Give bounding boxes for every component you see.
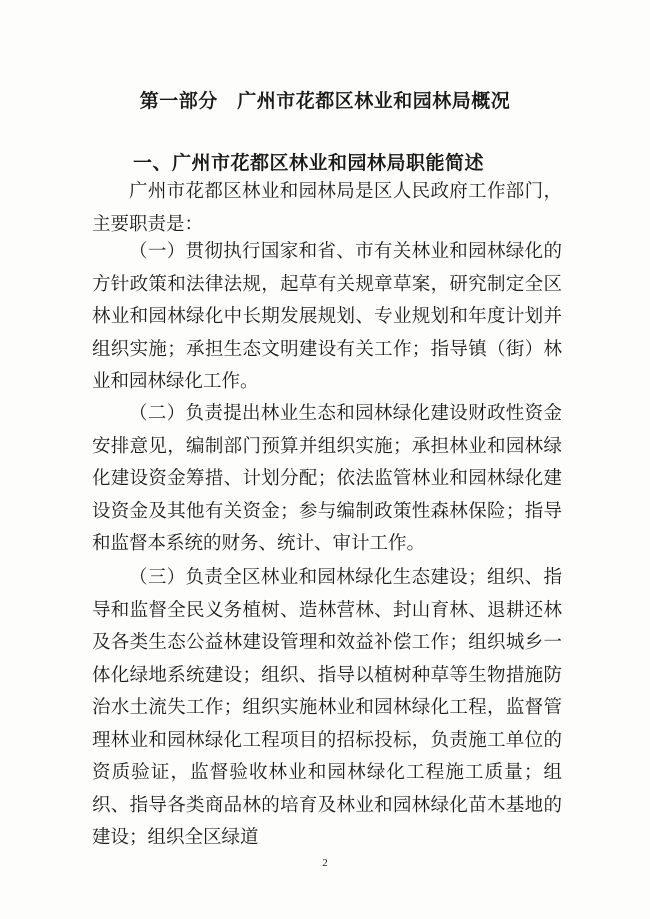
section-heading: 一、广州市花都区林业和园林局职能简述 xyxy=(133,152,485,174)
paragraph-1: （一）贯彻执行国家和省、市有关林业和园林绿化的方针政策和法律法规，起草有关规章草案，研究制定全区林业和园林绿化中长期发展规划、专业规划和年度计划并组织实施；承担生态文明建设有关工作；指导镇（街）林业和园林绿化工作。 xyxy=(92,241,562,392)
paragraph-3: （三）负责全区林业和园林绿化生态建设；组织、指导和监督全民义务植树、造林营林、封山育林、退耕还林及各类生态公益林建设管理和效益补偿工作；组织城乡一体化绿地系统建设；组织、指导以植树种草等生物措施防治水土流失工作；组织实施林业和园林绿化工程，监督管理林业和园林绿化工程项目的招标投标，负责施工单位的资质验证，监督验收林业和园林绿化工程施工质量；组织、指导各类商品林的培育及林业和园林绿化苗木基地的建设；组织全区绿道 xyxy=(92,567,562,848)
document-title: 第一部分 广州市花都区林业和园林局概况 xyxy=(139,90,511,112)
page-number: 2 xyxy=(322,857,328,869)
paragraph-2: （二）负责提出林业生态和园林绿化建设财政性资金安排意见，编制部门预算并组织实施；承担林业和园林绿化建设资金筹措、计划分配；依法监管林业和园林绿化建设资金及其他有关资金；参与编制政策性森林保险；指导和监督本系统的财务、统计、审计工作。 xyxy=(92,403,562,554)
intro-paragraph: 广州市花都区林业和园林局是区人民政府工作部门，主要职责是： xyxy=(92,181,562,235)
